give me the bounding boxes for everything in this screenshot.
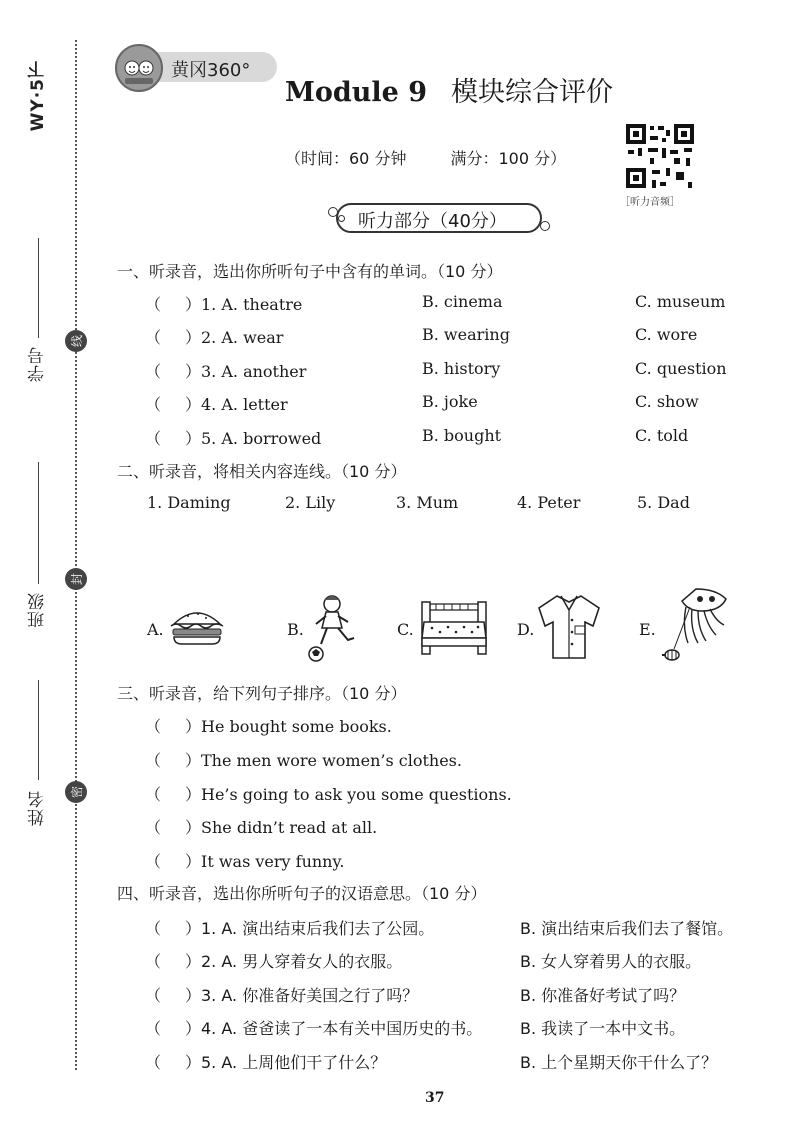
option-a: ）5. A. 上周他们干了什么？ [185, 1053, 387, 1072]
list-item: ）The men wore women’s clothes. [185, 751, 462, 770]
listening-banner-text: 听力部分（40分） [358, 211, 507, 232]
section-2-heading: 二、听录音，将相关内容连线。（10 分） [117, 462, 407, 481]
option-b: B. wearing [422, 325, 510, 344]
list-item: ）It was very funny. [185, 852, 345, 871]
option-c: C. told [635, 426, 689, 445]
seal-line-badge: 线 [65, 330, 87, 352]
answer-blank[interactable]: （ [145, 751, 162, 770]
answer-blank[interactable]: （ [145, 717, 162, 736]
shirt-icon[interactable] [535, 592, 603, 662]
list-item: ）She didn’t read at all. [185, 818, 378, 837]
answer-blank[interactable]: （ [145, 1053, 162, 1072]
name-blank [38, 680, 39, 780]
match-name-1[interactable]: 1. Daming [147, 493, 231, 512]
exam-time: （时间：60 分钟 [285, 149, 407, 168]
edition-label: WY·5下 [28, 60, 48, 132]
answer-blank[interactable]: （ [145, 295, 162, 314]
picture-label-d: D. [517, 620, 535, 639]
answer-blank[interactable]: （ [145, 1019, 162, 1038]
student-no-label: 学号 [28, 346, 48, 382]
option-b: B. 演出结束后我们去了餐馆。 [520, 919, 734, 938]
kite-icon[interactable] [660, 585, 732, 665]
answer-blank[interactable]: （ [145, 785, 162, 804]
match-name-2[interactable]: 2. Lily [285, 493, 336, 512]
list-item: ）He’s going to ask you some questions. [185, 785, 512, 804]
option-c: C. wore [635, 325, 698, 344]
class-label: 班级 [28, 592, 48, 628]
option-b: B. 我读了一本中文书。 [520, 1019, 686, 1038]
section-3-heading: 三、听录音，给下列句子排序。（10 分） [117, 684, 407, 703]
match-name-4[interactable]: 4. Peter [517, 493, 581, 512]
option-a: ）5. A. borrowed [185, 429, 322, 448]
answer-blank[interactable]: （ [145, 818, 162, 837]
brand-logo-icon [115, 44, 163, 92]
option-c: C. museum [635, 292, 726, 311]
option-b: B. bought [422, 426, 502, 445]
qr-caption: ［听力音频］ [620, 197, 680, 208]
answer-blank[interactable]: （ [145, 852, 162, 871]
qr-code-icon[interactable] [624, 122, 696, 190]
option-c: C. question [635, 359, 727, 378]
option-a: ）2. A. 男人穿着女人的衣服。 [185, 952, 403, 971]
brand-badge [115, 44, 275, 92]
module-subtitle: 模块综合评价 [451, 77, 614, 108]
option-a: ）4. A. 爸爸读了一本有关中国历史的书。 [185, 1019, 483, 1038]
answer-blank[interactable]: （ [145, 986, 162, 1005]
answer-blank[interactable]: （ [145, 429, 162, 448]
picture-label-e: E. [639, 620, 656, 639]
option-a: ）4. A. letter [185, 395, 288, 414]
answer-blank[interactable]: （ [145, 362, 162, 381]
name-label: 姓名 [28, 790, 48, 826]
option-b: B. 女人穿着男人的衣服。 [520, 952, 702, 971]
binding-dotted-line [75, 40, 77, 1070]
section-1-heading: 一、听录音，选出你所听句子中含有的单词。（10 分） [117, 262, 503, 281]
option-b: B. 上个星期天你干什么了？ [520, 1053, 718, 1072]
seal-seal-badge: 封 [65, 568, 87, 590]
answer-blank[interactable]: （ [145, 952, 162, 971]
option-b: B. cinema [422, 292, 503, 311]
picture-label-c: C. [397, 620, 414, 639]
option-a: ）3. A. another [185, 362, 307, 381]
match-name-3[interactable]: 3. Mum [396, 493, 459, 512]
picture-label-b: B. [287, 620, 304, 639]
page-number: 37 [425, 1090, 445, 1106]
exam-score: 满分：100 分） [450, 149, 567, 168]
picture-label-a: A. [147, 620, 164, 639]
student-no-blank [38, 238, 39, 338]
answer-blank[interactable]: （ [145, 395, 162, 414]
option-b: B. history [422, 359, 501, 378]
list-item: ）He bought some books. [185, 717, 392, 736]
option-b: B. 你准备好考试了吗？ [520, 986, 686, 1005]
answer-blank[interactable]: （ [145, 328, 162, 347]
boy-football-icon[interactable] [302, 592, 362, 664]
page-title [285, 70, 613, 109]
hamburger-icon[interactable] [168, 606, 226, 646]
option-b: B. joke [422, 392, 478, 411]
brand-name: 黄冈360° [171, 60, 251, 81]
option-c: C. show [635, 392, 699, 411]
option-a: ）1. A. theatre [185, 295, 303, 314]
match-name-5[interactable]: 5. Dad [637, 493, 690, 512]
option-a: ）3. A. 你准备好美国之行了吗？ [185, 986, 419, 1005]
class-blank [38, 462, 39, 584]
option-a: ）2. A. wear [185, 328, 284, 347]
exam-info [285, 146, 610, 169]
bed-icon[interactable] [418, 598, 490, 658]
section-4-heading: 四、听录音，选出你所听句子的汉语意思。（10 分） [117, 884, 487, 903]
option-a: ）1. A. 演出结束后我们去了公园。 [185, 919, 435, 938]
listening-banner [328, 201, 552, 235]
seal-secret-badge: 密 [65, 781, 87, 803]
module-title: Module 9 [285, 77, 428, 108]
answer-blank[interactable]: （ [145, 919, 162, 938]
